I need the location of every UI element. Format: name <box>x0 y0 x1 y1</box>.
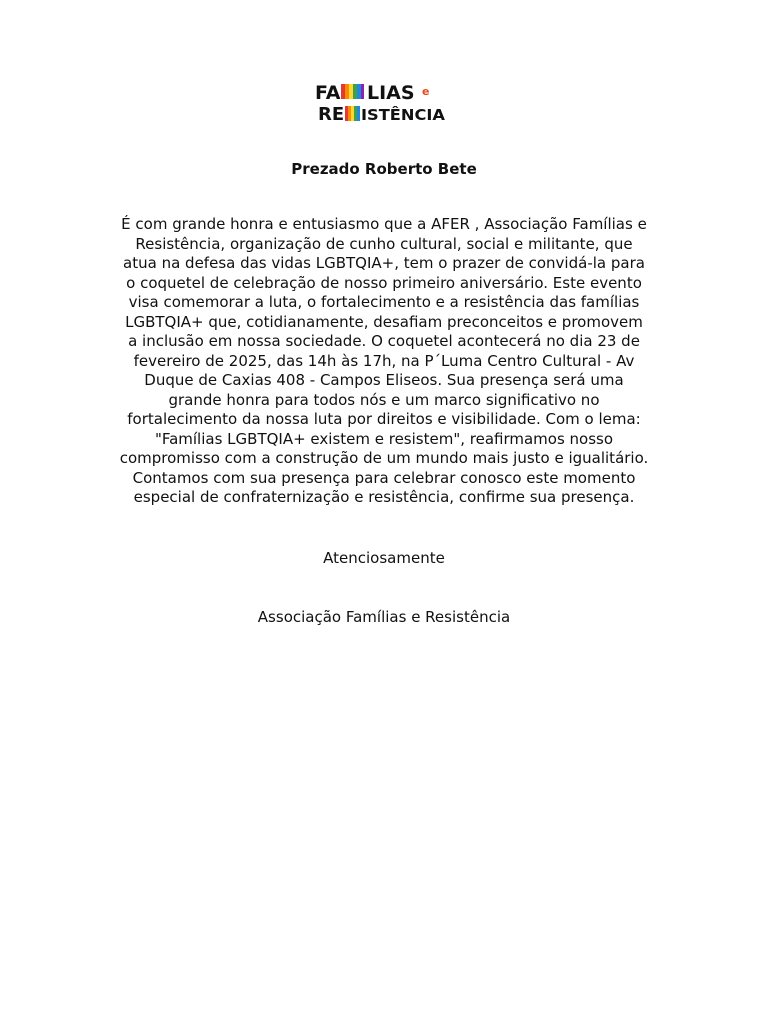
letter-closing: Atenciosamente <box>323 549 445 567</box>
logo-rainbow-m <box>341 84 364 99</box>
letter-greeting: Prezado Roberto Bete <box>291 160 477 178</box>
logo-rainbow-s <box>345 106 360 121</box>
logo-text-istencia: ISTÊNCIA <box>361 106 439 124</box>
letter-signature: Associação Famílias e Resistência <box>257 608 511 626</box>
logo-text-lias: LIAS <box>367 82 415 104</box>
logo-graphic <box>314 80 448 126</box>
logo-text-re: RE <box>318 104 345 125</box>
logo-text-e: e <box>422 85 430 98</box>
letter-body: É com grande honra e entusiasmo que a AFER , Associação Famílias e Resistência, organização de cunho cultural, social e militante, que atua na defesa das vidas LGBTQIA+, tem o prazer de convidá-la para o coquetel de celebração de nosso primeiro aniversário. Este evento visa comemorar a luta, o fortalecimento e a resistência das famílias LGBTQIA+ que, cotidianamente, desafiam preconceitos e promovem a inclusão em nossa sociedade. O coquetel acontecerá no dia 23 de fevereiro de 2025, das 14h às 17h, na P´Luma Centro Cultural - Av Duque de Caxias 408 - Campos Eliseos. Sua presença será uma grande honra para todos nós e um marco significativo no fortalecimento da nossa luta por direitos e visibilidade. Com o lema: "Famílias LGBTQIA+ existem e resistem", reafirmamos nosso compromisso com a construção de um mundo mais justo e igualitário. Contamos com sua presença para celebrar conosco este momento especial de confraternização e resistência, confirme sua presença. <box>119 215 649 506</box>
familias-e-resistencia-logo <box>314 80 448 126</box>
logo-text-fa: FA <box>315 82 341 104</box>
